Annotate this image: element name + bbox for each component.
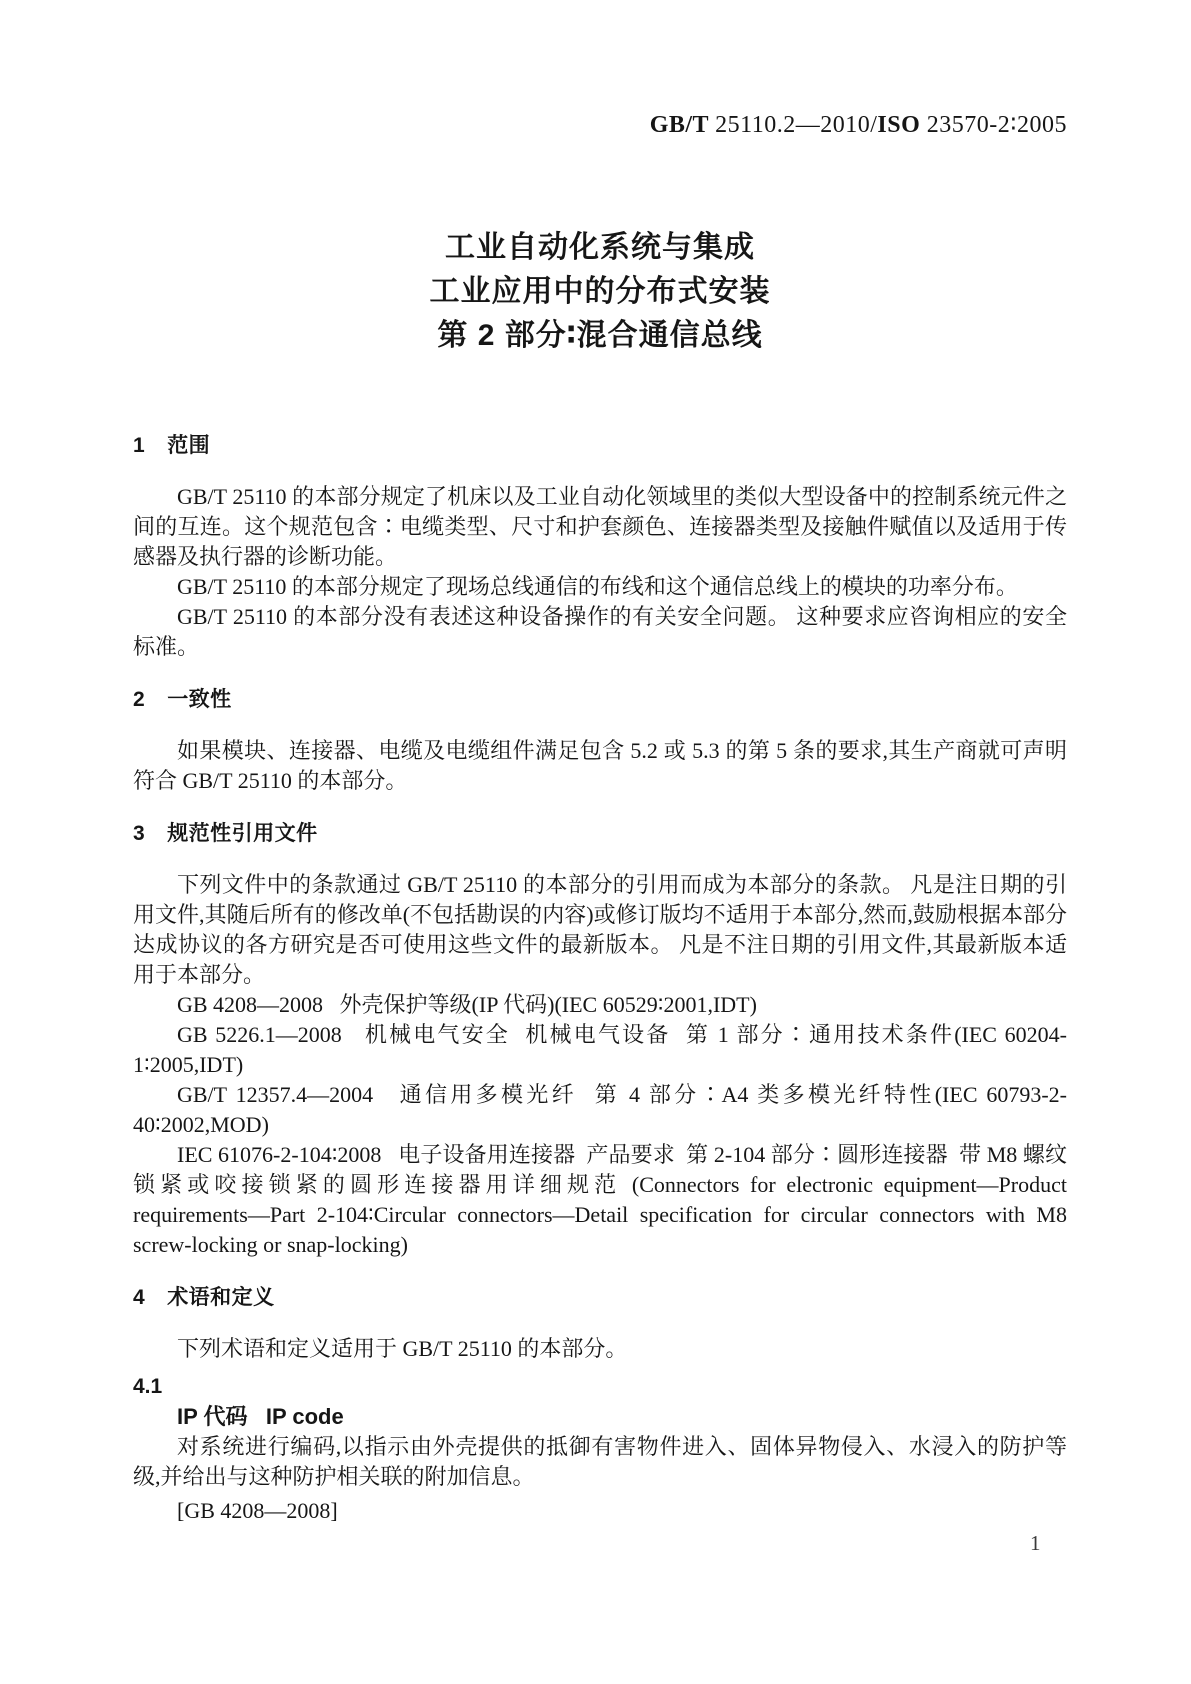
doc-title-line-1: 工业自动化系统与集成 bbox=[445, 231, 755, 264]
section-1-number: 1 bbox=[133, 434, 146, 457]
section-1-title: 范围 bbox=[167, 434, 211, 457]
reference-item-1: GB 4208—2008 外壳保护等级(IP 代码)(IEC 60529∶2001,IDT) bbox=[177, 992, 757, 1017]
standard-code-header bbox=[133, 110, 1067, 140]
section-4-title: 术语和定义 bbox=[167, 1286, 275, 1309]
doc-title-line-3: 第 2 部分∶混合通信总线 bbox=[437, 319, 763, 352]
section-4-heading bbox=[133, 1284, 1067, 1312]
section-3-number: 3 bbox=[133, 822, 146, 845]
section-2-paragraph-1: 如果模块、连接器、电缆及电缆组件满足包含 5.2 或 5.3 的第 5 条的要求,其生产商就可声明符合 GB/T 25110 的本部分。 bbox=[133, 738, 1067, 793]
std-org-code: GB/T bbox=[649, 112, 716, 138]
section-4-number: 4 bbox=[133, 1286, 146, 1309]
term-line: IP 代码 IP code bbox=[177, 1404, 344, 1429]
section-3-paragraph-1: 下列文件中的条款通过 GB/T 25110 的本部分的引用而成为本部分的条款。 凡是注日期的引用文件,其随后所有的修改单(不包括勘误的内容)或修订版均不适用于本部分,然而,鼓励根据本部分达成协议的各方研究是否可使用这些文件的最新版本。 凡是不注日期的引用文件,其最新版本适用于本部分。 bbox=[133, 872, 1067, 987]
section-3-title: 规范性引用文件 bbox=[167, 822, 318, 845]
subsection-number: 4.1 bbox=[133, 1375, 163, 1398]
page-number: 1 bbox=[1030, 1531, 1041, 1555]
definition-paragraph: 对系统进行编码,以指示由外壳提供的抵御有害物件进入、固体异物侵入、水浸入的防护等级,并给出与这种防护相关联的附加信息。 bbox=[133, 1434, 1067, 1489]
section-1-paragraph-2: GB/T 25110 的本部分规定了现场总线通信的布线和这个通信总线上的模块的功率分布。 bbox=[177, 574, 1018, 599]
section-3-heading bbox=[133, 820, 1067, 848]
section-1-paragraph-3: GB/T 25110 的本部分没有表述这种设备操作的有关安全问题。 这种要求应咨询相应的安全标准。 bbox=[133, 604, 1067, 659]
doc-title bbox=[133, 226, 1067, 358]
section-2-title: 一致性 bbox=[167, 688, 232, 711]
iso-org-code: ISO bbox=[877, 112, 927, 138]
std-number: 25110.2—2010/ bbox=[715, 112, 878, 138]
reference-item-4: IEC 61076-2-104∶2008 电子设备用连接器 产品要求 第 2-104 部分∶圆形连接器 带 M8 螺纹锁紧或咬接锁紧的圆形连接器用详细规范 (Connectors for electronic equipment—Product requirements—Part 2-104∶Circular connectors—Detail specification for circular connectors with M8 screw-locking or snap-locking) bbox=[133, 1142, 1067, 1257]
section-1-heading bbox=[133, 432, 1067, 460]
iso-number: 23570-2∶2005 bbox=[926, 112, 1067, 138]
source-reference: [GB 4208—2008] bbox=[177, 1498, 338, 1523]
section-1-paragraph-1: GB/T 25110 的本部分规定了机床以及工业自动化领域里的类似大型设备中的控制系统元件之间的互连。这个规范包含∶电缆类型、尺寸和护套颜色、连接器类型及接触件赋值以及适用于传感器及执行器的诊断功能。 bbox=[133, 484, 1067, 569]
doc-title-line-2: 工业应用中的分布式安装 bbox=[429, 275, 771, 308]
section-4-paragraph-1: 下列术语和定义适用于 GB/T 25110 的本部分。 bbox=[177, 1336, 628, 1361]
section-2-number: 2 bbox=[133, 688, 146, 711]
section-2-heading bbox=[133, 686, 1067, 714]
reference-item-3: GB/T 12357.4—2004 通信用多模光纤 第 4 部分∶A4 类多模光纤特性(IEC 60793-2-40∶2002,MOD) bbox=[133, 1082, 1067, 1137]
reference-item-2: GB 5226.1—2008 机械电气安全 机械电气设备 第 1 部分∶通用技术条件(IEC 60204-1∶2005,IDT) bbox=[133, 1022, 1067, 1077]
